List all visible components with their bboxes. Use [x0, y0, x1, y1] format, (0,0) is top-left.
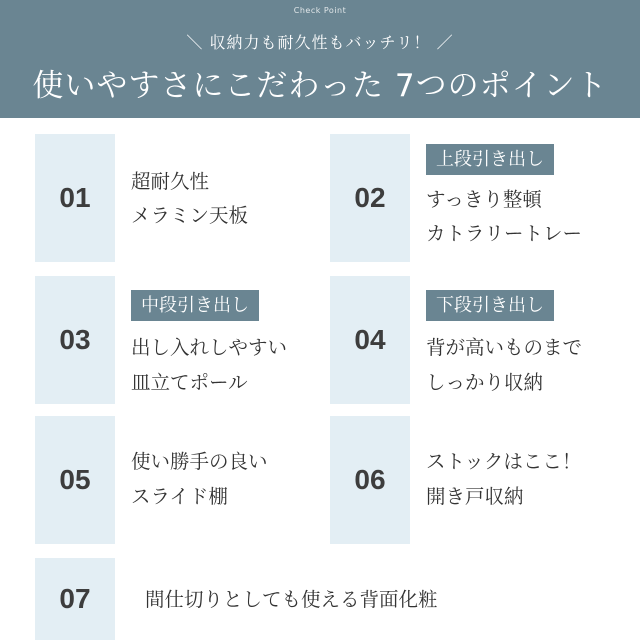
- point-text-line2: カトラリートレー: [426, 222, 583, 245]
- point-text-line1: 使い勝手の良い: [131, 450, 268, 473]
- point-number: 01: [35, 134, 115, 262]
- point-text-line2: スライド棚: [131, 485, 228, 508]
- check-point-tag: Check Point: [293, 6, 347, 15]
- point-badge: 上段引き出し: [426, 144, 554, 175]
- point-number: 06: [330, 416, 410, 544]
- header-banner: [0, 0, 640, 118]
- point-text-line2: 開き戸収納: [426, 485, 524, 508]
- page-title: 使いやすさにこだわった 7つのポイント: [32, 68, 608, 104]
- point-badge: 中段引き出し: [131, 290, 259, 321]
- point-number: 02: [330, 134, 410, 262]
- point-text-line1: 出し入れしやすい: [131, 336, 288, 359]
- point-text-line1: すっきり整頓: [426, 188, 542, 211]
- point-text-line2: しっかり収納: [426, 371, 544, 394]
- point-text-line1: 超耐久性: [131, 170, 210, 193]
- point-text-line1: ストックはここ！: [426, 450, 582, 473]
- point-text-line1: 間仕切りとしても使える背面化粧: [145, 588, 438, 611]
- point-badge: 下段引き出し: [426, 290, 554, 321]
- point-text-line1: 背が高いものまで: [426, 336, 583, 359]
- header-subtitle: ＼ 収納力も耐久性もバッチリ！ ／: [186, 33, 454, 52]
- point-number: 04: [330, 276, 410, 404]
- point-number: 03: [35, 276, 115, 404]
- point-text-line2: 皿立てポール: [131, 371, 248, 394]
- point-text-line2: メラミン天板: [131, 204, 249, 227]
- point-number: 07: [35, 558, 115, 640]
- point-number: 05: [35, 416, 115, 544]
